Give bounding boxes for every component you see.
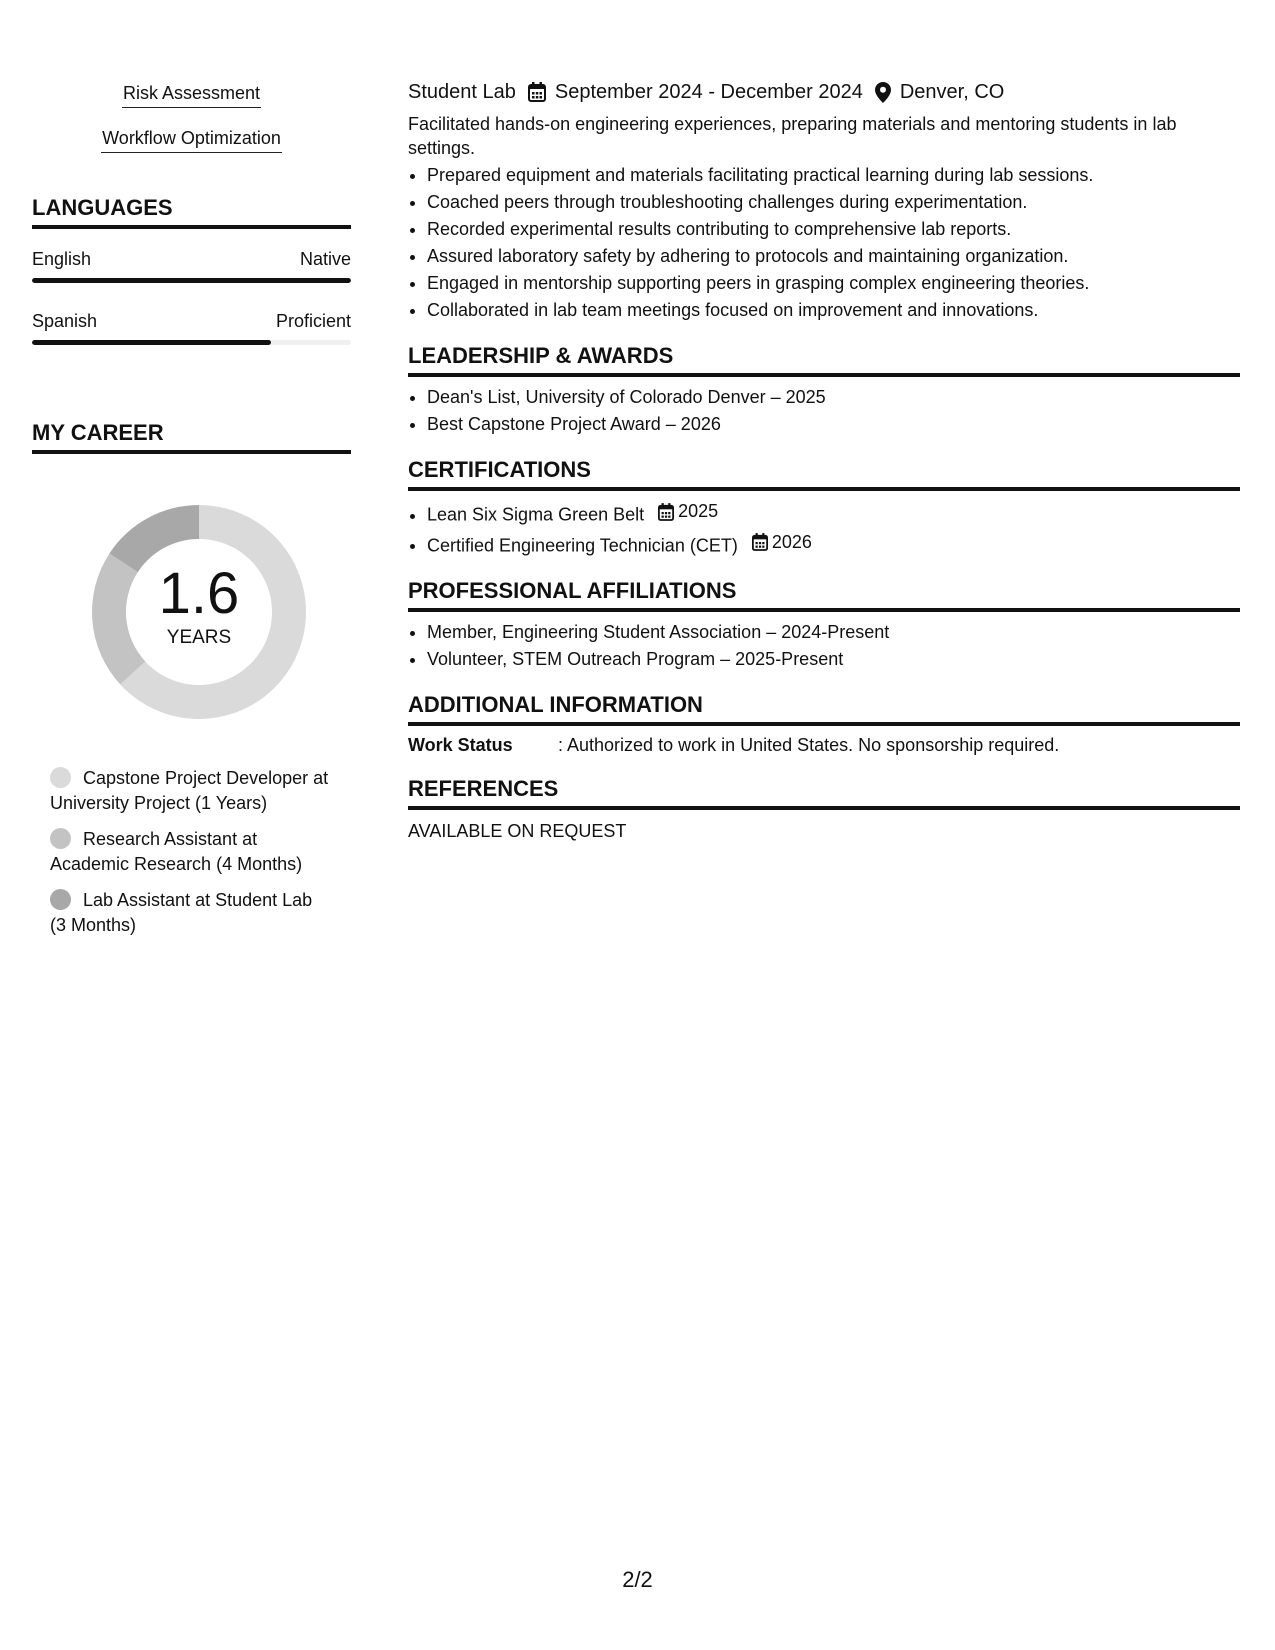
list-item: • Engaged in mentorship supporting peers in grasping complex engineering theories. <box>427 270 1240 297</box>
list-item: • Prepared equipment and materials facilitating practical learning during lab sessions. <box>427 162 1240 189</box>
job-dates: September 2024 - December 2024 <box>554 81 863 103</box>
calendar-icon <box>528 82 546 102</box>
job-company: Student Lab <box>408 81 516 103</box>
legend-item <box>50 888 330 938</box>
leadership-section <box>408 342 1240 438</box>
language-level: Native <box>299 249 351 269</box>
references-section <box>408 775 1240 843</box>
career-legend <box>50 766 330 938</box>
page-number: 2/2 <box>622 1567 653 1592</box>
certifications-section <box>408 456 1240 559</box>
certifications-heading: CERTIFICATIONS <box>408 456 1240 491</box>
legend-dot <box>50 828 71 849</box>
donut-center <box>79 492 319 732</box>
career-total-unit: YEARS <box>166 627 232 648</box>
legend-item <box>50 766 330 816</box>
additional-info-section <box>408 691 1240 757</box>
list-item <box>427 498 1240 529</box>
references-heading: REFERENCES <box>408 775 1240 810</box>
references-text: AVAILABLE ON REQUEST <box>408 821 627 841</box>
calendar-icon <box>752 533 768 551</box>
list-item: • Best Capstone Project Award – 2026 <box>427 411 1240 438</box>
career-section <box>32 419 351 938</box>
cert-name: Certified Engineering Technician (CET) <box>427 535 738 555</box>
list-item: • Member, Engineering Student Association – 2024-Present <box>427 619 1240 646</box>
job-description: Facilitated hands-on engineering experiences, preparing materials and mentoring students in lab settings. <box>408 114 1177 158</box>
additional-info-heading: ADDITIONAL INFORMATION <box>408 691 1240 726</box>
calendar-icon <box>658 503 674 521</box>
skill-tag: Risk Assessment <box>122 80 261 108</box>
cert-date <box>658 498 718 525</box>
cert-date <box>752 529 812 556</box>
leadership-list <box>408 384 1240 438</box>
language-level: Proficient <box>275 311 351 331</box>
language-bar <box>32 340 351 345</box>
job-header <box>408 78 1240 106</box>
language-item <box>32 309 351 345</box>
work-status-label: Work Status <box>408 735 513 755</box>
language-bar-fill <box>32 340 271 345</box>
language-bar <box>32 278 351 283</box>
legend-dot <box>50 889 71 910</box>
languages-section <box>32 194 351 345</box>
list-item: • Assured laboratory safety by adhering to protocols and maintaining organization. <box>427 243 1240 270</box>
affiliations-heading: PROFESSIONAL AFFILIATIONS <box>408 577 1240 612</box>
work-status-row <box>408 733 1240 757</box>
legend-label: Lab Assistant at Student Lab (3 Months) <box>50 890 313 935</box>
cert-year: 2026 <box>771 531 812 552</box>
career-total-value: 1.6 <box>158 561 240 626</box>
cert-name: Lean Six Sigma Green Belt <box>427 504 645 525</box>
affiliations-list <box>408 619 1240 673</box>
list-item: • Coached peers through troubleshooting challenges during experimentation. <box>427 189 1240 216</box>
career-donut-chart <box>79 492 319 732</box>
legend-item <box>50 827 330 877</box>
legend-dot <box>50 767 71 788</box>
cert-year: 2025 <box>678 501 719 521</box>
languages-heading: LANGUAGES <box>32 194 351 229</box>
language-bar-fill <box>32 278 351 283</box>
affiliations-section <box>408 577 1240 673</box>
list-item: • Recorded experimental results contributing to comprehensive lab reports. <box>427 216 1240 243</box>
leadership-heading: LEADERSHIP & AWARDS <box>408 342 1240 377</box>
legend-label: Capstone Project Developer at University Project (1 Years) <box>50 768 329 813</box>
list-item: • Dean's List, University of Colorado Denver – 2025 <box>427 384 1240 411</box>
career-heading: MY CAREER <box>32 419 351 454</box>
language-name: English <box>32 249 92 269</box>
certifications-list <box>408 498 1240 559</box>
list-item <box>427 529 1240 560</box>
skill-tag: Workflow Optimization <box>101 125 282 153</box>
job-bullets <box>408 162 1240 324</box>
left-column <box>32 80 351 949</box>
language-name: Spanish <box>32 311 98 331</box>
legend-label: Research Assistant at Academic Research (4 Months) <box>50 829 303 874</box>
list-item: • Collaborated in lab team meetings focused on improvement and innovations. <box>427 297 1240 324</box>
job-location: Denver, CO <box>899 81 1005 103</box>
map-pin-icon <box>875 82 891 103</box>
language-item <box>32 247 351 283</box>
right-column <box>408 78 1240 843</box>
list-item: • Volunteer, STEM Outreach Program – 2025-Present <box>427 646 1240 673</box>
work-status-value: : Authorized to work in United States. No sponsorship required. <box>558 735 1060 755</box>
skills-list <box>32 80 351 170</box>
